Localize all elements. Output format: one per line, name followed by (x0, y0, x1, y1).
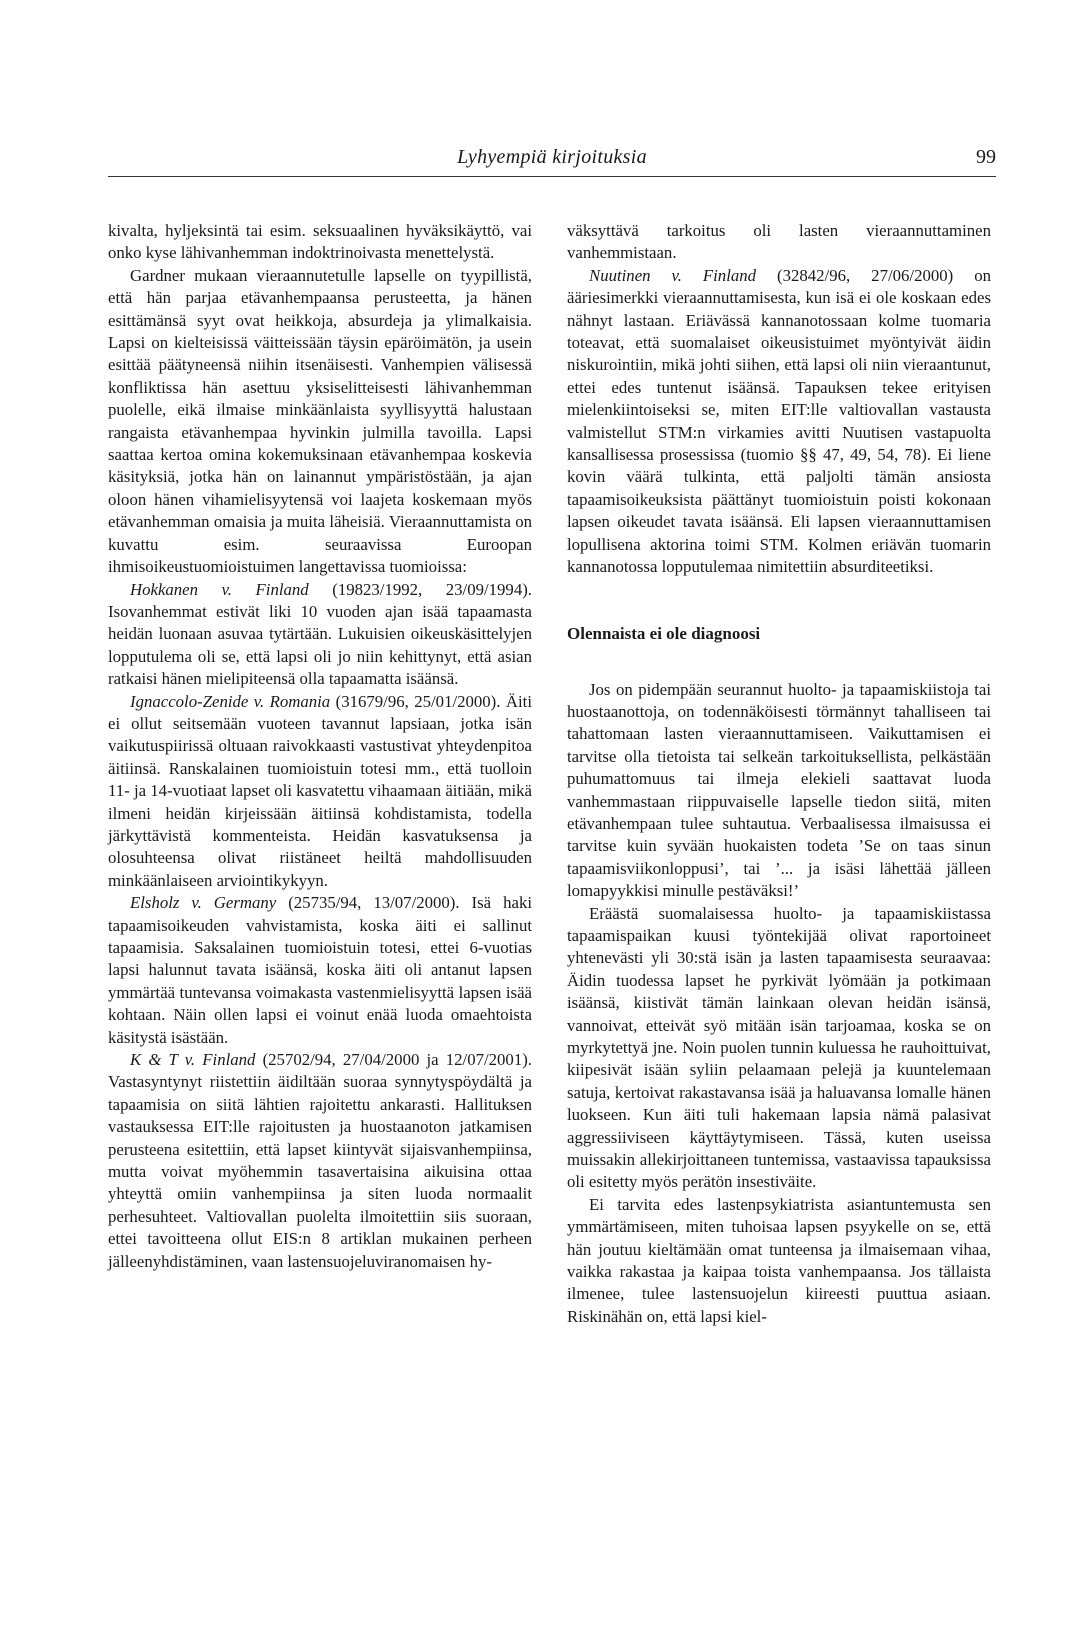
case-text: (25702/94, 27/04/2000 ja 12/07/2001). Vastasyntynyt riistettiin äidiltään suoraa synnytyspöydältä ja tapaamisia on siitä lähtien rajoitettu ankarasti. Hallituksen vastauksessa EIT:lle rajoitusten ja huostaanoton jatkamisen perusteena esitettiin, että lapset kiintyvät sijaisvanhempiinsa, mutta voivat myöhemmin tasavertaisina aikuisina ottaa yhteyttä omiin vanhempiinsa ja siten luoda normaalit perhesuhteet. Valtiovallan puolelta ilmoitettiin siis suoraan, ettei tavoitteena ollut EIS:n 8 artiklan mukainen perheen jälleenyhdistäminen, vaan lastensuojeluviranomaisen hy- (108, 1050, 532, 1271)
case-paragraph (108, 892, 532, 1049)
running-header (108, 146, 996, 177)
case-text: (31679/96, 25/01/2000). Äiti ei ollut seitsemään vuoteen tavannut lapsiaan, jotka isän vaikutuspiirissä oltuaan raivokkaasti vastustivat yhteydenpitoa äitiinsä. Ranskalainen tuomioistuin totesi mm., että tuolloin 11- ja 14-vuotiaat lapset oli kasvatettu vihaamaan äitiään, mikä ilmeni heidän kirjeissään äitiinsä kohdistamista, todella järkyttävistä kommenteista. Heidän kasvatuksensa ja olosuhteensa olivat riistäneet heiltä mahdollisuuden minkäänlaiseen arviointikykyyn. (108, 691, 532, 890)
case-name: Elsholz v. Germany (130, 893, 277, 913)
case-name: Nuutinen v. Finland (589, 265, 757, 285)
case-name: Hokkanen v. Finland (130, 579, 309, 599)
case-name: K & T v. Finland (130, 1050, 256, 1070)
page-number: 99 (976, 146, 996, 168)
case-paragraph (108, 1049, 532, 1273)
section-spacer (567, 645, 991, 679)
case-paragraph (567, 265, 991, 579)
case-name: Ignaccolo-Zenide v. Romania (130, 691, 331, 711)
section-spacer (567, 579, 991, 623)
section-heading: Olennaista ei ole diagnoosi (567, 623, 761, 643)
paragraph: Ei tarvita edes lastenpsykiatrista asiantuntemusta sen ymmärtämiseen, miten tuhoisaa lapsen psyykelle on se, että hän joutuu kieltämään omat tunteensa ja ilmaisemaan vihaa, vaikka rakastaa ja kaipaa toista vanhempaansa. Jos tällaista ilmenee, tulee lastensuojelun kiireesti puuttua asiaan. Riskinähän on, että lapsi kiel- (567, 1194, 991, 1326)
case-text: (32842/96, 27/06/2000) on ääriesimerkki vieraannuttamisesta, kun isä ei ole koskaan edes nähnyt lastaan. Eriävässä kannanotossaan kolme tuomaria toteavat, että suomalaiset oikeusistuimet myöntyivät äidin niskurointiin, mikä johti siihen, että lapsi oli niin vieraantunut, ettei edes tuntenut isäänsä. Tapauksen tekee erityisen mielenkiintoiseksi se, miten EIT:lle valtiovallan vastausta valmistellut STM:n virkamies avitti Nuutisen vastapuolta kansallisessa prosessissa (tuomio §§ 47, 49, 54, 78). Ei liene kovin väärä tulkinta, että paljolti tämän ansiosta tapaamisoikeuksista päättänyt tuomioistuin poisti kokonaan lapsen oikeudet tavata isäänsä. Eli lapsen vieraannuttamisen lopullisena aktorina toimi STM. Kolmen eriävän tuomarin kannanotossa lopputulemaa nimitettiin absurditeetiksi. (567, 265, 991, 577)
paragraph: Jos on pidempään seurannut huolto- ja tapaamiskiistoja tai huostaanottoja, on todennäköisesti törmännyt tahalliseen tai tahattomaan lasten vieraannuttamiseen. Vaikuttamisen ei tarvitse olla tietoista tai selkeän tarkoituksellista, pelkästään puhumattomuus tai ilmeja elekieli saattavat luoda vanhemmastaan riippuvaiselle lapselle tiedon siitä, miten etävanhempaan tulee suhtautua. Verbaalisessa ilmaisussa ei tarvitse kuin syvään huokaisten todeta ’Se on taas sinun tapaamisviikonloppusi’, tai ’... ja isäsi lähettää jälleen lomapyykkisi minulle pestäväksi!’ (567, 679, 991, 901)
paragraph: Eräästä suomalaisessa huolto- ja tapaamiskiistassa tapaamispaikan kuusi työntekijää olivat raportoineet yhtenevästi yli 30:stä isän ja lasten tapaamisesta seuraavaa: Äidin tuodessa lapset he pyrkivät lyömään ja potkimaan isäänsä, kiistivät tämän lainkaan olevan heidän isänsä, vannoivat, etteivät syö mitään isän tarjoamaa, koska se on myrkytettyä jne. Noin puolen tunnin kuluessa he rauhoittuivat, kiipesivät isään syliin pelaamaan pelejä ja kuuntelemaan satuja, kertoivat rakastavansa isää ja haluavansa lomalle hänen luokseen. Kun äiti tuli hakemaan lapsia nämä palasivat aggressiiviseen käyttäytymiseen. Tässä, kuten useissa muissakin allekirjoittaneen tuntemissa, vastaavissa tapauksissa oli esitetty myös perätön insestiväite. (567, 903, 991, 1192)
paragraph: väksyttävä tarkoitus oli lasten vieraannuttaminen vanhemmistaan. (567, 221, 991, 263)
case-text: (25735/94, 13/07/2000). Isä haki tapaamisoikeuden vahvistamista, koska äiti ei sallinut tapaamisia. Saksalainen tuomioistuin totesi, ettei 6-vuotias lapsi halunnut tavata isäänsä, koska äiti oli antanut lapsen ymmärtää tuntevansa voimakasta vastenmielisyyttä lapsen isää kohtaan. Näin ollen lapsi ei voinut enää luoda omaehtoista käsitystä isästään. (108, 893, 532, 1047)
left-column (108, 220, 532, 1273)
case-paragraph (108, 579, 532, 691)
paragraph: Gardner mukaan vieraannutetulle lapselle on tyypillistä, että hän parjaa etävanhempaansa perusteetta, ja hänen esittämänsä syyt ovat heikkoja, absurdeja ja ylimalkaisia. Lapsi on kielteisissä väitteissään täysin epäröimätön, ja usein esittää päätyneensä niihin itsenäisesti. Vanhempien välisessä konfliktissa hän asettuu yksiselitteisesti lähivanhemman puolelle, eikä ilmaise minkäänlaista syyllisyyttä halustaan rangaista etävanhempaa hyvinkin julmilla tavoilla. Lapsi saattaa kertoa omina kokemuksinaan etävanhempaa koskevia käsityksiä, jotka hän on lainannut ympäristöstään, ja ajan oloon hänen vihamielisyytensä voi laajeta koskemaan myös etävanhemman omaisia ja muita läheisiä. Vieraannuttamista on kuvattu esim. seuraavissa Euroopan ihmisoikeustuomioistuimen langettavissa tuomioissa: (108, 265, 532, 577)
journal-title: Lyhyempiä kirjoituksia (457, 146, 647, 168)
right-column (567, 220, 991, 1328)
paragraph: kivalta, hyljeksintä tai esim. seksuaalinen hyväksikäyttö, vai onko kyse lähivanhemman indoktrinoivasta menettelystä. (108, 221, 532, 263)
case-text: (19823/1992, 23/09/1994). Isovanhemmat estivät liki 10 vuoden ajan isää tapaamasta heidän luonaan asuvaa tytärtään. Lukuisien oikeuskäsittelyjen lopputulema oli se, että lapsi oli jo niin kehittynyt, että asian ratkaisi hänen mielipiteensä olla tapaamatta isäänsä. (108, 579, 532, 689)
case-paragraph (108, 691, 532, 893)
